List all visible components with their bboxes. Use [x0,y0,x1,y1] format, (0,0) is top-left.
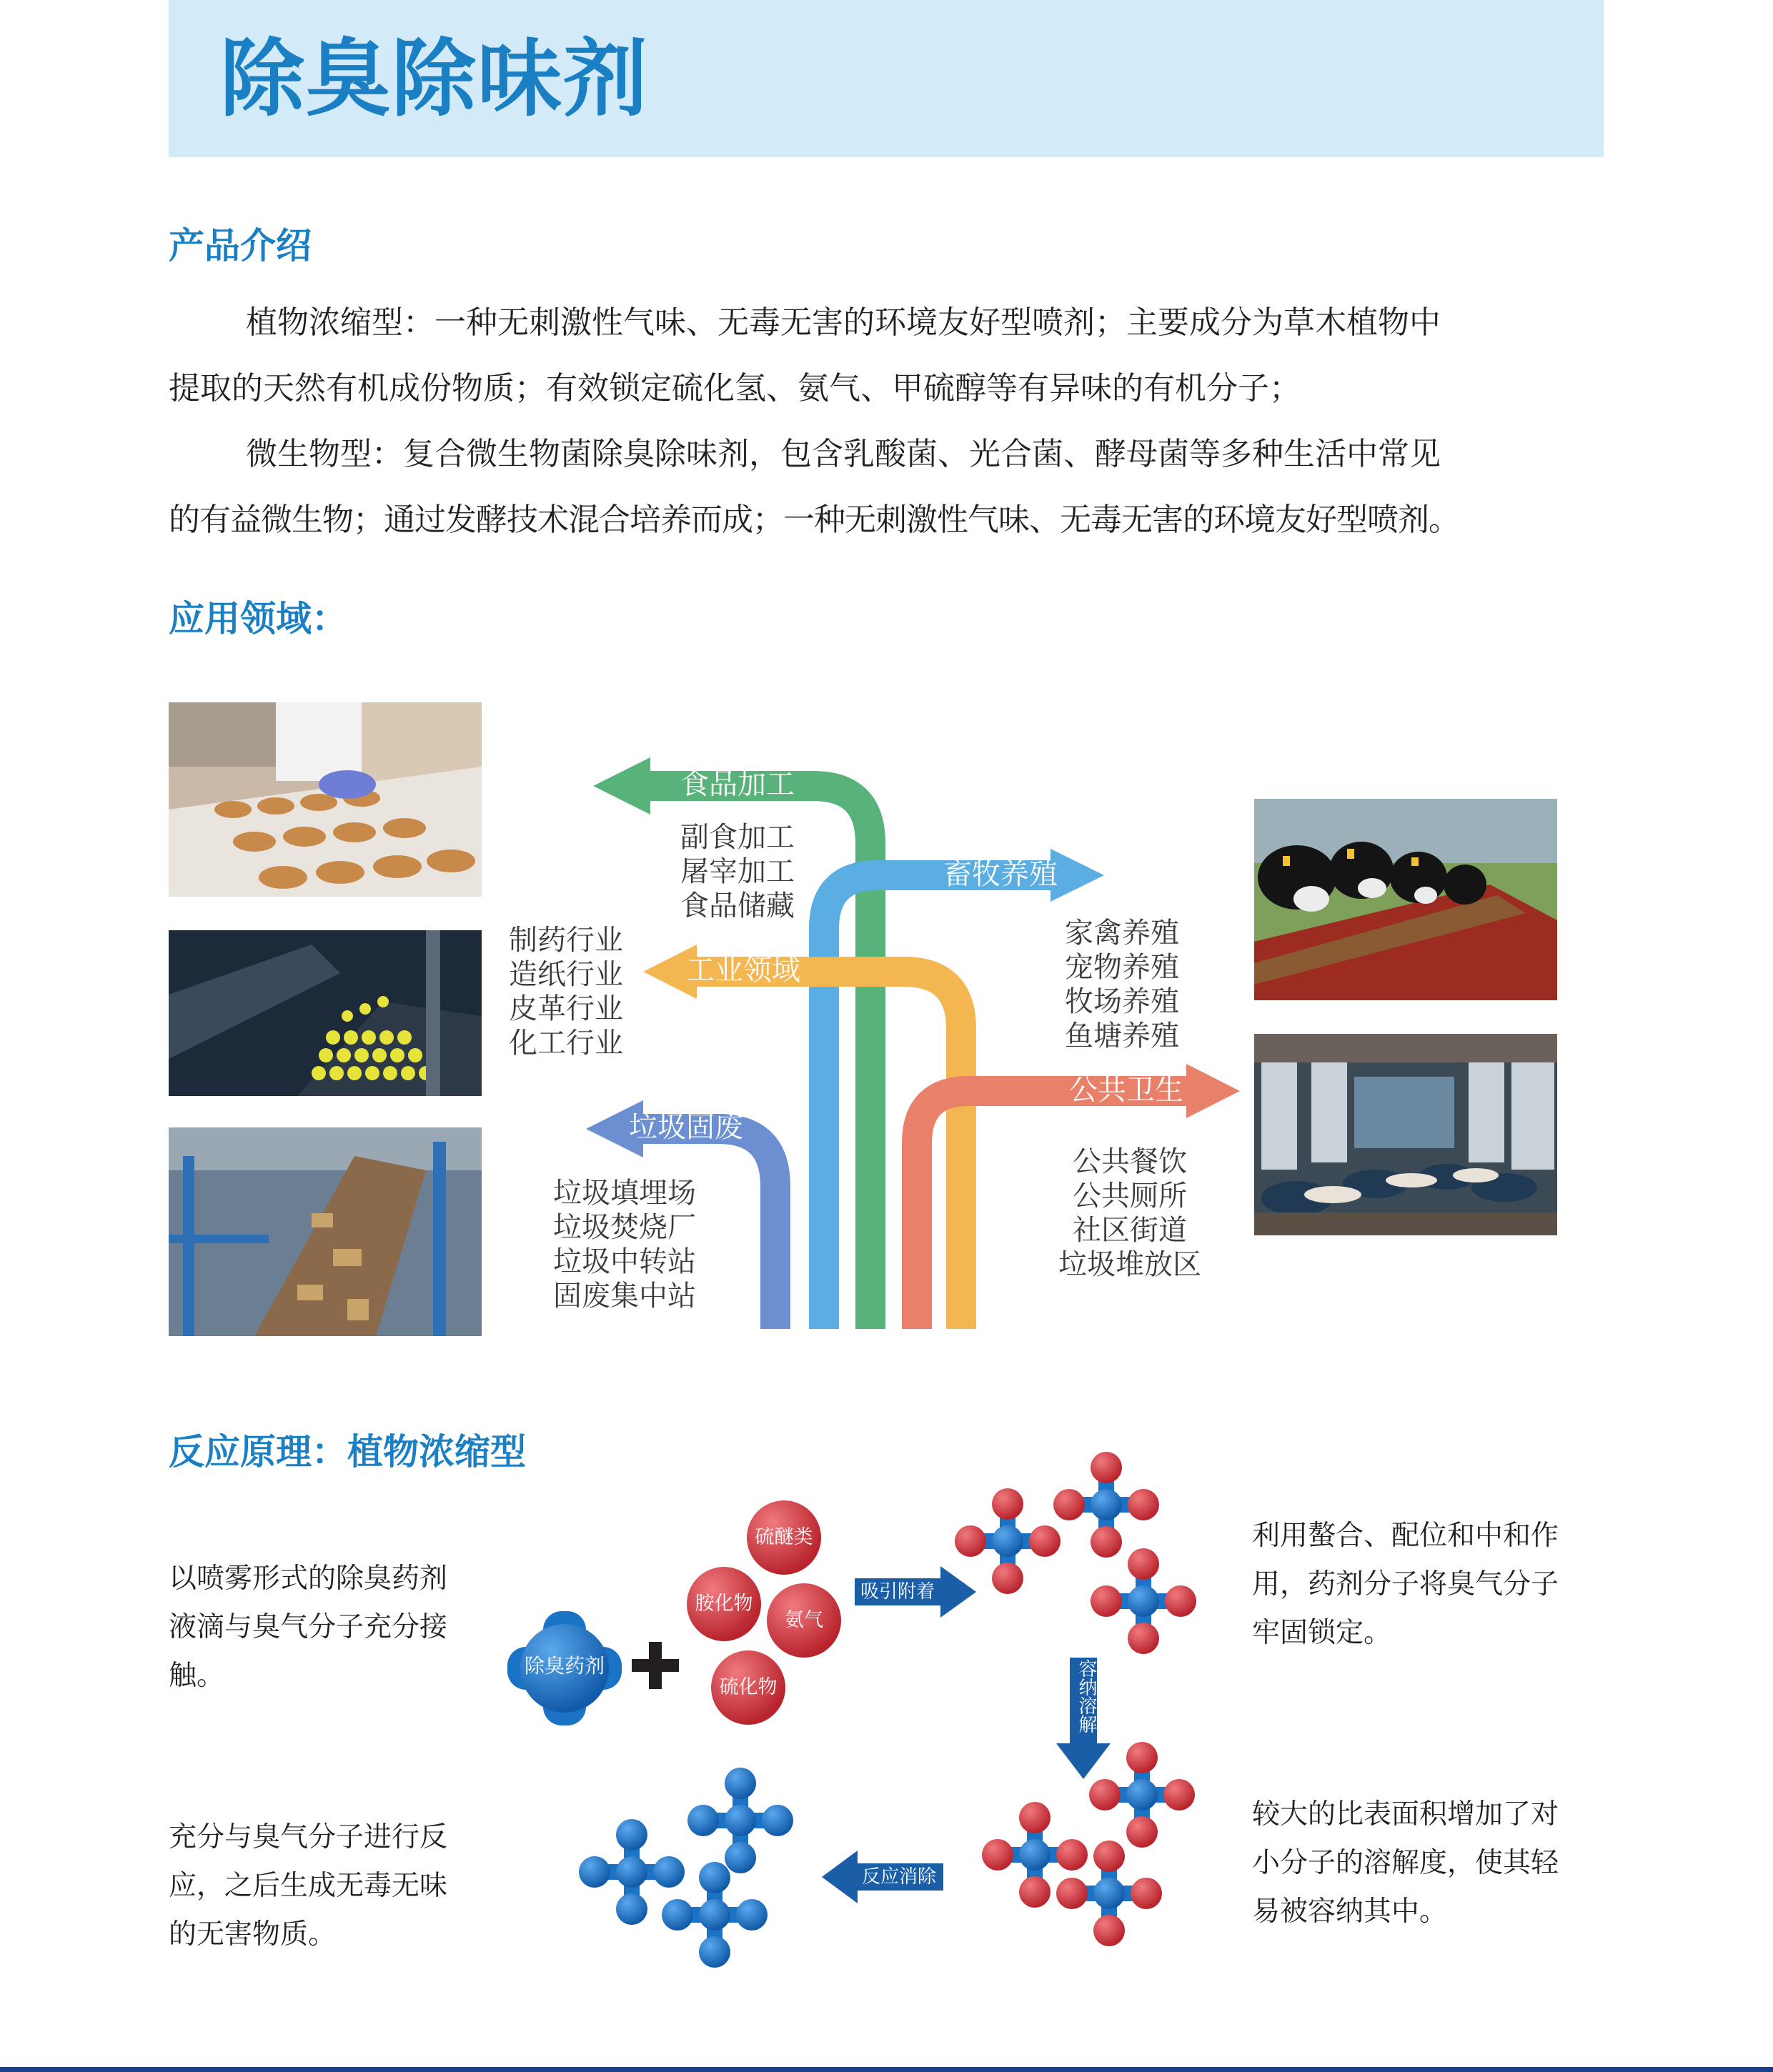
branch-livestock: 畜牧养殖 [943,858,1058,891]
agent-label: 除臭药剂 [524,1654,605,1678]
odor-label-ammonia: 氨气 [785,1609,823,1631]
branch-waste: 垃圾固废 [629,1111,743,1144]
eliminate-arrow-label: 反应消除 [861,1866,936,1888]
reaction-heading: 反应原理：植物浓缩型 [169,1431,526,1473]
desc-lock: 利用螯合、配位和中和作用，药剂分子将臭气分子牢固锁定。 [1252,1520,1559,1649]
list-item: 家禽养殖 [1065,917,1179,950]
list-item: 制药行业 [509,924,623,957]
footer-divider [0,2067,1773,2072]
list-item: 鱼塘养殖 [1065,1020,1179,1052]
page-title: 除臭除味剂 [220,29,650,128]
list-item: 垃圾堆放区 [1058,1248,1201,1281]
branch-public-health: 公共卫生 [1069,1074,1183,1107]
desc-spray: 以喷雾形式的除臭药剂液滴与臭气分子充分接触。 [169,1563,448,1692]
adsorb-arrow-label: 吸引附着 [860,1581,935,1603]
odor-label-amine: 胺化物 [695,1593,753,1615]
dissolve-arrow-label: 容纳溶解 [1076,1659,1097,1733]
intro-heading: 产品介绍 [169,225,312,267]
application-heading: 应用领域： [169,598,347,639]
branch-industry: 工业领域 [686,954,800,987]
list-item: 公共厕所 [1073,1180,1187,1212]
plus-icon [632,1642,679,1689]
intro-line: 微生物型：复合微生物菌除臭除味剂，包含乳酸菌、光合菌、酵母菌等多种生活中常见 [246,436,1441,472]
list-item: 宠物养殖 [1065,951,1179,984]
list-item: 垃圾中转站 [553,1245,696,1278]
desc-react: 充分与臭气分子进行反应，之后生成无毒无味的无害物质。 [169,1821,448,1951]
dissolved-molecules [982,1742,1195,1946]
list-item: 造纸行业 [509,958,623,991]
list-item: 副食加工 [680,821,795,854]
list-item: 垃圾焚烧厂 [553,1211,696,1244]
list-item: 固废集中站 [553,1280,696,1313]
odor-label-sulfide: 硫化物 [719,1676,778,1698]
intro-line: 的有益微生物；通过发酵技术混合培养而成；一种无刺激性气味、无毒无害的环境友好型喷剂。 [169,502,1459,538]
list-item: 垃圾填埋场 [553,1177,696,1210]
list-item: 化工行业 [509,1027,623,1060]
intro-line: 提取的天然有机成份物质；有效锁定硫化氢、氨气、甲硫醇等有异味的有机分子； [169,370,1301,407]
desc-dissolve: 较大的比表面积增加了对小分子的溶解度，使其轻易被容纳其中。 [1252,1798,1559,1928]
intro-line: 植物浓缩型：一种无刺激性气味、无毒无害的环境友好型喷剂；主要成分为草木植物中 [246,304,1441,341]
list-item: 公共餐饮 [1073,1145,1187,1178]
list-item: 社区街道 [1073,1214,1187,1247]
list-item: 屠宰加工 [680,855,795,888]
odor-label-thioether: 硫醚类 [755,1526,813,1548]
branch-food-processing: 食品加工 [680,768,795,801]
locked-molecules [955,1452,1196,1654]
harmless-product-molecules [579,1768,793,1968]
list-item: 食品储藏 [680,890,795,922]
list-item: 牧场养殖 [1065,985,1179,1018]
list-item: 皮革行业 [509,992,623,1025]
